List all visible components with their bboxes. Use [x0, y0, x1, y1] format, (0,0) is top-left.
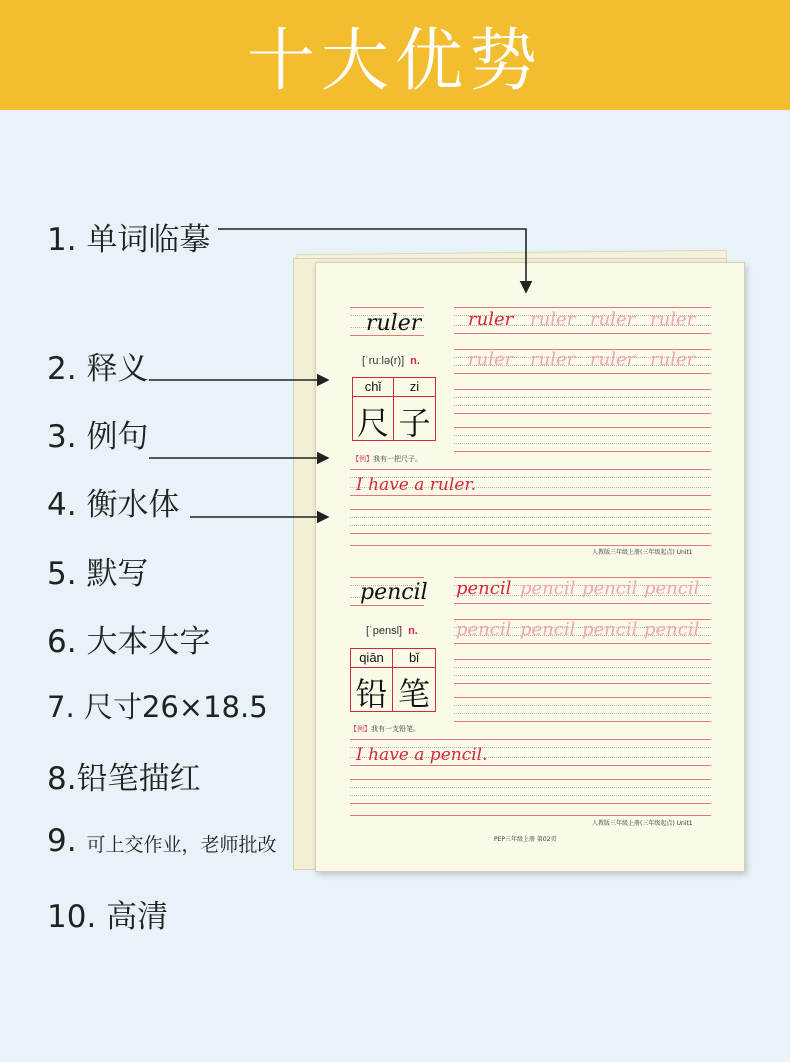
trace-word-ghost: ruler — [590, 309, 636, 330]
feature-number: 5. — [47, 556, 77, 592]
vocab-word: pencil — [360, 580, 428, 605]
feature-number: 9. — [47, 823, 77, 859]
hanzi: 子 — [398, 404, 431, 442]
example-sentence: I have a pencil. — [356, 745, 488, 765]
phonetic-text: [ˈpensl] — [366, 625, 403, 637]
example-tag: 【例】 — [350, 725, 371, 733]
trace-word-ghost: ruler — [590, 349, 636, 370]
trace-word-ghost: ruler — [468, 349, 514, 370]
feature-number: 8. — [47, 761, 77, 797]
pinyin: chǐ — [364, 379, 382, 394]
page-footer: PEP三年级上册 第02页 — [494, 836, 557, 843]
feature-text: 释义 — [86, 351, 149, 387]
feature-text: 例句 — [86, 419, 149, 455]
part-of-speech: n. — [410, 355, 420, 367]
trace-word-ghost: pencil — [456, 619, 512, 640]
feature-number: 7. — [47, 690, 75, 724]
section-footer: 人教版三年级上册(三年级起点) Unit1 — [592, 820, 693, 827]
trace-word-ghost: pencil — [644, 619, 700, 640]
trace-word-ghost: pencil — [644, 578, 700, 599]
phonetic-text: [ˈruːlə(r)] — [362, 355, 405, 367]
hanzi: 尺 — [356, 404, 389, 442]
feature-text: 可上交作业，老师批改 — [86, 834, 277, 856]
banner-title: 十大优势 — [246, 21, 543, 101]
trace-word-ghost: ruler — [530, 349, 576, 370]
trace-word-ghost: pencil — [582, 619, 638, 640]
feature-number: 6. — [47, 624, 77, 660]
example-sentence: I have a ruler. — [356, 475, 477, 495]
pinyin: qiān — [359, 650, 384, 665]
example-text: 我有一把尺子。 — [373, 455, 422, 463]
trace-word-ghost: pencil — [582, 578, 638, 599]
trace-word-ghost: pencil — [520, 578, 576, 599]
trace-word-ghost: pencil — [520, 619, 576, 640]
feature-text: 铅笔描红 — [76, 761, 201, 797]
trace-word: pencil — [456, 578, 512, 599]
feature-number: 1. — [47, 222, 77, 258]
example-tag: 【例】 — [352, 455, 373, 463]
section-footer: 人教版三年级上册(三年级起点) Unit1 — [592, 549, 693, 556]
trace-word: ruler — [468, 309, 514, 330]
feature-number: 10. — [47, 899, 97, 935]
part-of-speech: n. — [408, 625, 418, 637]
trace-word-ghost: ruler — [650, 349, 696, 370]
trace-word-ghost: ruler — [530, 309, 576, 330]
feature-text: 衡水体 — [86, 487, 180, 523]
example-text: 我有一支铅笔。 — [371, 725, 420, 733]
feature-text: 默写 — [86, 556, 149, 592]
feature-text: 大本大字 — [86, 624, 211, 660]
vocab-word: ruler — [366, 311, 422, 336]
feature-number: 2. — [47, 351, 77, 387]
feature-number: 4. — [47, 487, 77, 523]
hanzi: 笔 — [397, 675, 430, 713]
feature-text: 高清 — [106, 899, 169, 935]
pinyin: bǐ — [408, 650, 420, 665]
feature-text: 尺寸26×18.5 — [83, 690, 268, 724]
feature-text: 单词临摹 — [86, 222, 211, 258]
trace-word-ghost: ruler — [650, 309, 696, 330]
hanzi: 铅 — [355, 675, 388, 713]
feature-number: 3. — [47, 419, 77, 455]
arrow-1 — [218, 229, 526, 292]
pinyin: zi — [409, 379, 420, 394]
